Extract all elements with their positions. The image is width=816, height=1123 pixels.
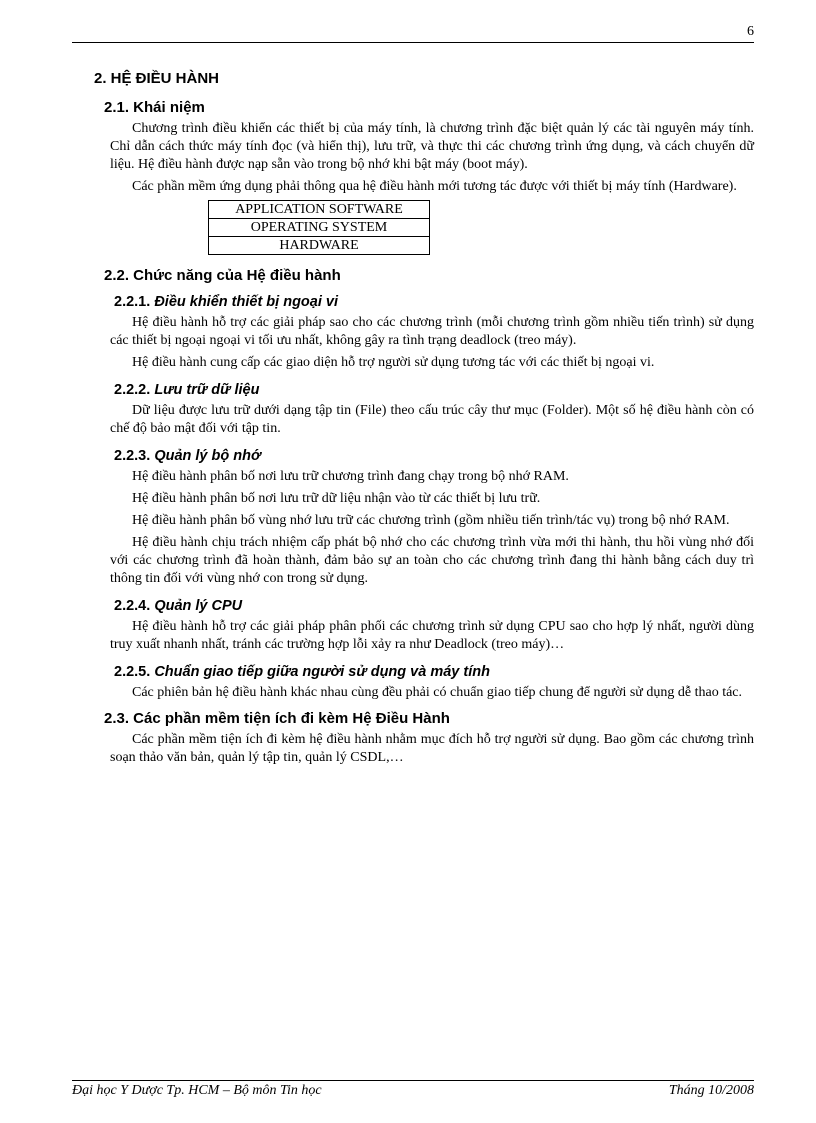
document-body <box>94 70 754 771</box>
section-number: 2.2.5. <box>114 664 151 680</box>
section-title-2: 2. HỆ ĐIỀU HÀNH <box>94 70 220 87</box>
layer-hardware: HARDWARE <box>209 237 430 255</box>
paragraph: Dữ liệu được lưu trữ dưới dạng tập tin (File) theo cấu trúc cây thư mục (Folder). Một số hệ điều hành còn có chế độ bảo mật đối với tập tin. <box>110 403 754 436</box>
header-rule <box>72 42 754 43</box>
paragraph: Hệ điều hành phân bố nơi lưu trữ dữ liệu nhận vào từ các thiết bị lưu trữ. <box>132 491 541 506</box>
paragraph: Hệ điều hành hỗ trợ các giải pháp phân phối các chương trình sử dụng CPU sao cho hợp lý nhất, người dùng truy xuất nhanh nhất, tránh các trường hợp lỗi xảy ra như Deadlock (treo máy)… <box>110 619 754 652</box>
paragraph: Hệ điều hành phân bố vùng nhớ lưu trữ các chương trình (gồm nhiều tiến trình/tác vụ) trong bộ nhớ RAM. <box>132 513 730 528</box>
paragraph: Các phần mềm tiện ích đi kèm hệ điều hành nhằm mục đích hỗ trợ người sử dụng. Bao gồm các chương trình soạn thảo văn bản, quản lý tập tin, quản lý CSDL,… <box>110 732 754 765</box>
paragraph: Hệ điều hành cung cấp các giao diện hỗ trợ người sử dụng tương tác với các thiết bị ngoại vi. <box>132 355 655 370</box>
layer-os: OPERATING SYSTEM <box>209 219 430 237</box>
section-heading: Quản lý CPU <box>154 598 243 614</box>
paragraph: Chương trình điều khiển các thiết bị của máy tính, là chương trình đặc biệt quản lý các tài nguyên máy tính. Chỉ dẫn cách thức máy tính đọc (và hiển thị), lưu trữ, và thực thi các chương trình ứng dụng, và cách chuyển dữ liệu. Hệ điều hành được nạp sẵn vào trong bộ nhớ khi bật máy (boot máy). <box>110 121 754 172</box>
section-title-2-2-4 <box>114 598 754 614</box>
section-title-2-1: 2.1. Khái niệm <box>104 99 205 116</box>
section-heading: Chuẩn giao tiếp giữa người sử dụng và máy tính <box>154 664 490 680</box>
section-number: 2.2.3. <box>114 448 151 464</box>
section-title-2-3: 2.3. Các phần mềm tiện ích đi kèm Hệ Điều Hành <box>104 710 450 727</box>
paragraph: Hệ điều hành chịu trách nhiệm cấp phát bộ nhớ cho các chương trình vừa mới thi hành, thu hồi vùng nhớ đối với các chương trình đã hoàn thành, đảm bảo sự an toàn cho các chương trình đang thi hành bằng cách duy trì thông tin đối với vùng nhớ con trong sử dụng. <box>110 535 754 586</box>
paragraph: Hệ điều hành phân bố nơi lưu trữ chương trình đang chạy trong bộ nhớ RAM. <box>132 469 569 484</box>
section-title-2-2-3 <box>114 448 754 464</box>
footer-institution: Đại học Y Dược Tp. HCM – Bộ môn Tin học <box>72 1083 322 1098</box>
section-title-2-2-1 <box>114 294 754 310</box>
footer-rule <box>72 1080 754 1081</box>
section-number: 2.2.4. <box>114 598 151 614</box>
section-title-2-2-5 <box>114 664 754 680</box>
section-number: 2.2.2. <box>114 382 151 398</box>
section-number: 2.2.1. <box>114 294 151 310</box>
paragraph: Các phần mềm ứng dụng phải thông qua hệ điều hành mới tương tác được với thiết bị máy tính (Hardware). <box>132 179 737 194</box>
section-heading: Lưu trữ dữ liệu <box>154 382 260 398</box>
paragraph: Hệ điều hành hỗ trợ các giải pháp sao cho các chương trình (mỗi chương trình gồm nhiều tiến trình) sử dụng các thiết bị ngoại ngoại vi tối ưu nhất, không gây ra tình trạng deadlock (treo máy). <box>110 315 754 348</box>
os-layers-diagram <box>208 200 430 255</box>
section-title-2-2: 2.2. Chức năng của Hệ điều hành <box>104 267 341 284</box>
paragraph: Các phiên bản hệ điều hành khác nhau cùng đều phải có chuẩn giao tiếp chung để người sử dụng dễ thao tác. <box>132 685 743 700</box>
section-heading: Điều khiển thiết bị ngoại vi <box>154 294 338 310</box>
section-title-2-2-2 <box>114 382 754 398</box>
layer-application: APPLICATION SOFTWARE <box>209 201 430 219</box>
footer-date: Tháng 10/2008 <box>668 1083 754 1098</box>
page-number: 6 <box>747 24 754 39</box>
section-heading: Quản lý bộ nhớ <box>154 448 261 464</box>
